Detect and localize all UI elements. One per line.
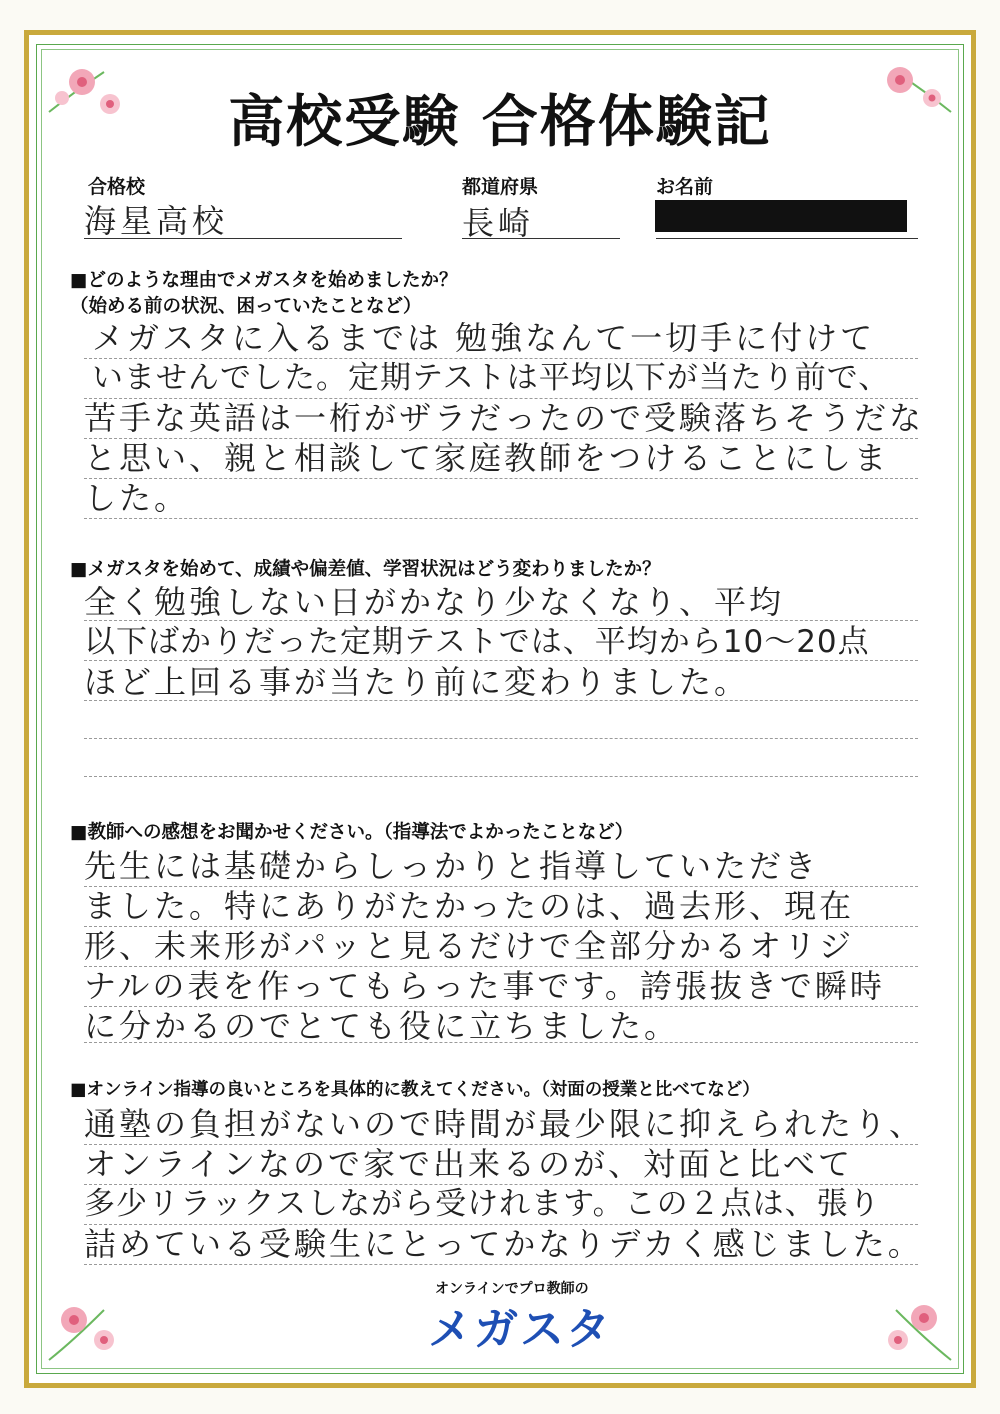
rule-line [84, 1264, 918, 1265]
question-2-heading: ■メガスタを始めて、成績や偏差値、学習状況はどう変わりましたか？ [70, 559, 661, 580]
answer-3-line: ました。特にありがたかったのは、過去形、現在 [84, 887, 855, 925]
question-3-heading: ■教師への感想をお聞かせください。（指導法でよかったことなど） [70, 822, 634, 843]
answer-4-line: 多少リラックスしながら受けれます。この２点は、張り [84, 1186, 881, 1222]
answer-1-line: メガスタに入るまでは 勉強なんて一切手に付けて [92, 319, 876, 357]
answer-2-line: 全く勉強しない日がかなり少なくなり、平均 [84, 583, 785, 621]
answer-2-line: 以下ばかりだった定期テストでは、平均から10～20点 [84, 624, 870, 660]
name-underline [656, 238, 918, 239]
logo-tagline: オンラインでプロ教師の [435, 1281, 589, 1297]
question-4-heading: ■オンライン指導の良いところを具体的に教えてください。（対面の授業と比べてなど） [70, 1080, 760, 1100]
cherry-blossom-bottom-right-icon [866, 1290, 956, 1365]
answer-3-line: ナルの表を作ってもらった事です。誇張抜きで瞬時 [84, 967, 885, 1005]
answer-4-line: 通塾の負担がないので時間が最少限に抑えられたり、 [84, 1105, 925, 1143]
redacted-name [655, 200, 907, 232]
answer-1-line: と思い、親と相談して家庭教師をつけることにしま [84, 439, 890, 477]
answer-3-line: 形、未来形がパッと見るだけで全部分かるオリジ [84, 927, 855, 965]
answer-1-line: した。 [84, 479, 190, 517]
megasta-logo: メガスタ [428, 1304, 612, 1355]
answer-4-line: オンラインなので家で出来るのが、対面と比べて [84, 1145, 854, 1183]
question-1-heading: ■どのような理由でメガスタを始めましたか？ [70, 270, 458, 291]
name-label: お名前 [656, 176, 714, 198]
answer-2-line: ほど上回る事が当たり前に変わりました。 [84, 663, 750, 701]
page-title: 高校受験 合格体験記 [228, 90, 772, 155]
answer-3-line: に分かるのでとても役に立ちました。 [84, 1007, 680, 1045]
prefecture-underline [462, 238, 620, 239]
answer-1-line: いませんでした。定期テストは平均以下が当たり前で、 [92, 360, 891, 396]
prefecture-label: 都道府県 [462, 176, 539, 198]
question-1-subheading: （始める前の状況、困っていたことなど） [70, 296, 422, 317]
prefecture-value: 長崎 [462, 204, 535, 242]
rule-line [84, 776, 918, 777]
rule-line [84, 518, 918, 519]
answer-1-line: 苦手な英語は一桁がザラだったので受験落ちそうだな [84, 399, 925, 437]
school-label: 合格校 [88, 176, 146, 198]
cherry-blossom-bottom-left-icon [44, 1290, 134, 1365]
answer-4-line: 詰めている受験生にとってかなりデカく感じました。 [84, 1225, 923, 1263]
answer-3-line: 先生には基礎からしっかりと指導していただき [84, 847, 820, 885]
school-underline [84, 238, 402, 239]
rule-line [84, 738, 918, 739]
school-value: 海星高校 [84, 202, 229, 240]
